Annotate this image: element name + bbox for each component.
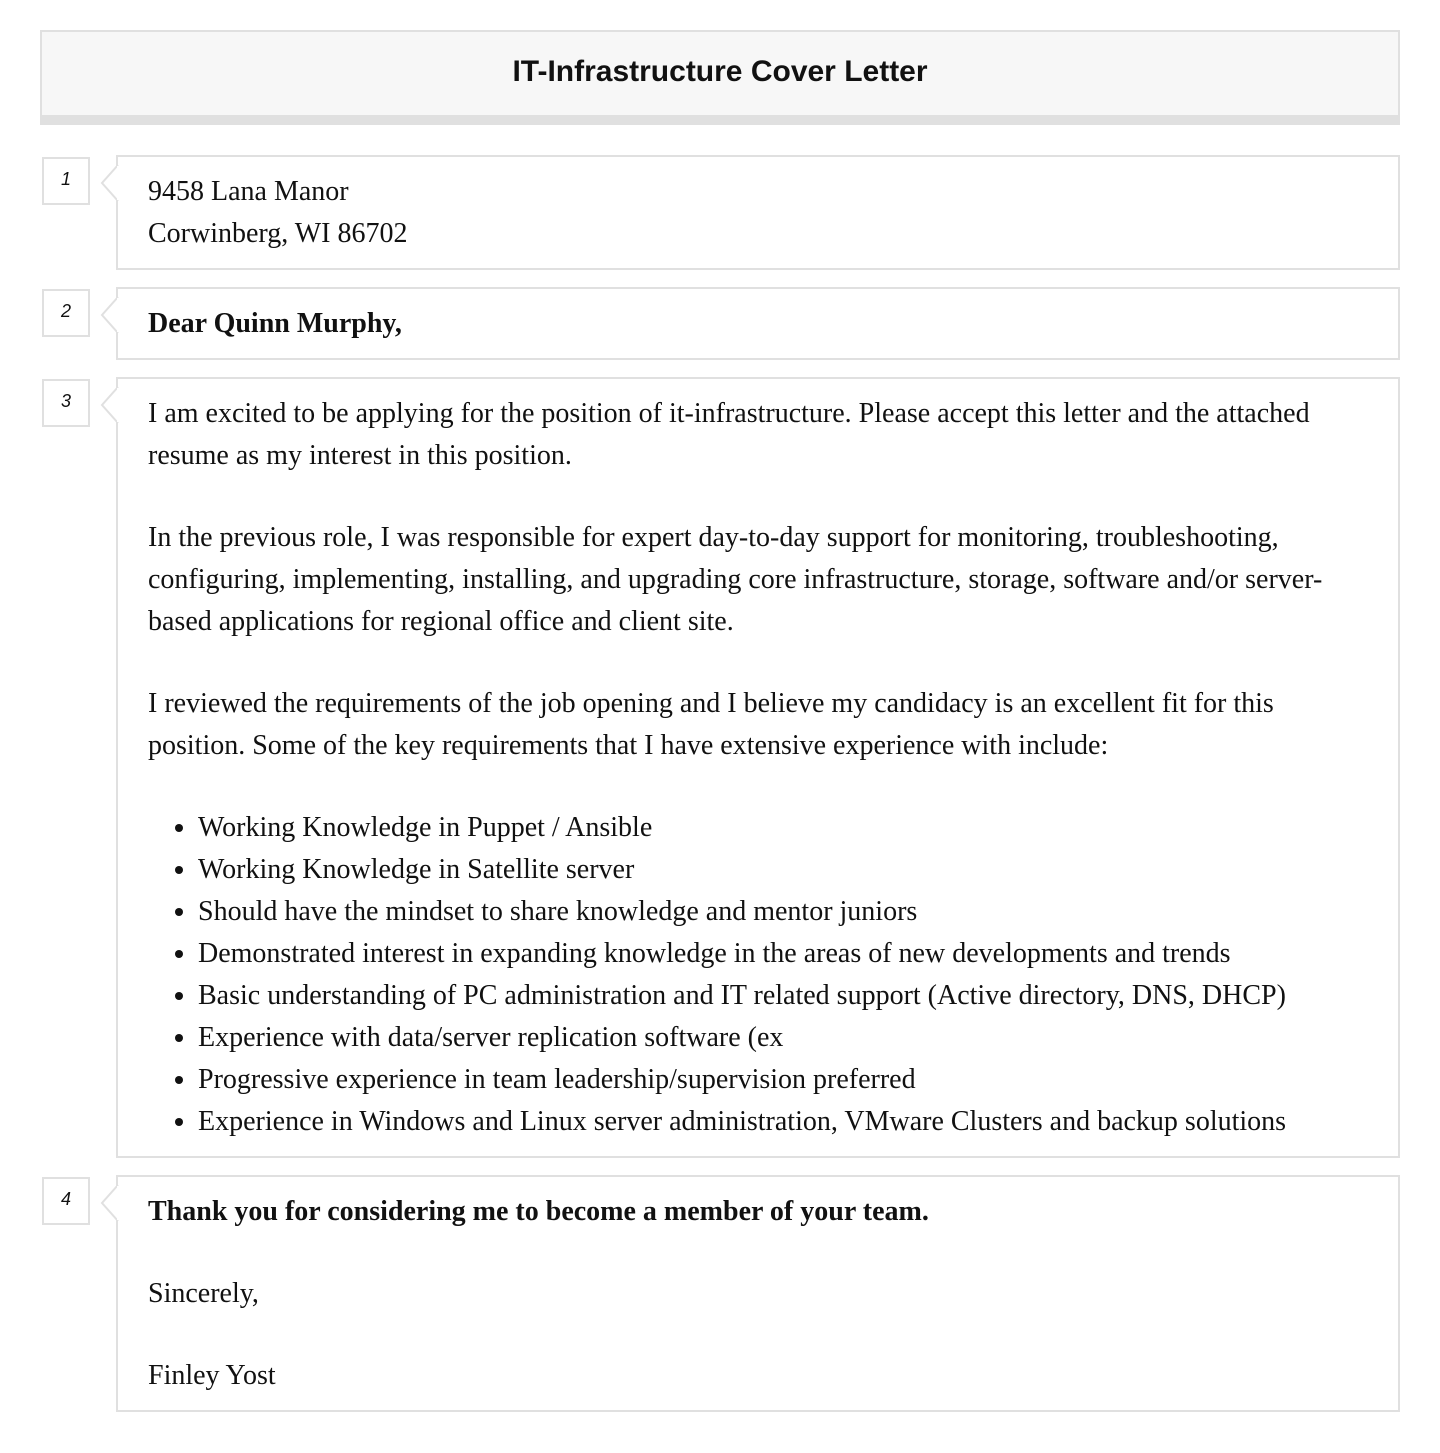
closing-statement: Thank you for considering me to become a member of your team. <box>148 1196 929 1227</box>
list-item: • Demonstrated interest in expanding knowledge in the areas of new developments and trends <box>198 933 1368 975</box>
page-title: IT-Infrastructure Cover Letter <box>512 54 928 88</box>
body-card <box>116 377 1400 1158</box>
list-item: • Progressive experience in team leadership/supervision preferred <box>198 1059 1368 1101</box>
list-item: • Basic understanding of PC administration and IT related support (Active directory, DNS, DHCP) <box>198 975 1368 1017</box>
section-number: 3 <box>42 379 90 427</box>
salutation-card <box>116 287 1400 360</box>
requirements-list <box>148 807 1368 1143</box>
closing-card <box>116 1175 1400 1412</box>
requirements-paragraph: I reviewed the requirements of the job opening and I believe my candidacy is an excellent fit for this position. Some of the key requirements that I have extensive experience with include: <box>148 688 1274 761</box>
list-item: • Should have the mindset to share knowledge and mentor juniors <box>198 891 1368 933</box>
list-item: • Experience with data/server replication software (ex <box>198 1017 1368 1059</box>
salutation: Dear Quinn Murphy, <box>148 308 402 339</box>
list-item: • Working Knowledge in Satellite server <box>198 849 1368 891</box>
intro-paragraph: I am excited to be applying for the position of it-infrastructure. Please accept this letter and the attached resume as my interest in this position. <box>148 398 1310 471</box>
address-line-2: Corwinberg, WI 86702 <box>148 218 408 249</box>
experience-paragraph: In the previous role, I was responsible for expert day-to-day support for monitoring, troubleshooting, configuring, implementing, installing, and upgrading core infrastructure, storage, software and/or server-based applications for regional office and client site. <box>148 522 1323 637</box>
signature: Finley Yost <box>148 1360 276 1391</box>
section-number: 1 <box>42 157 90 205</box>
signoff: Sincerely, <box>148 1278 259 1309</box>
section-number: 2 <box>42 289 90 337</box>
notch-arrow-icon <box>100 297 118 333</box>
address-card <box>116 155 1400 270</box>
notch-arrow-icon <box>100 1185 118 1221</box>
page-header <box>40 30 1400 125</box>
section-number: 4 <box>42 1177 90 1225</box>
list-item: • Experience in Windows and Linux server administration, VMware Clusters and backup solutions <box>198 1101 1368 1143</box>
list-item: • Working Knowledge in Puppet / Ansible <box>198 807 1368 849</box>
notch-arrow-icon <box>100 387 118 423</box>
address-line-1: 9458 Lana Manor <box>148 176 349 207</box>
notch-arrow-icon <box>100 165 118 201</box>
